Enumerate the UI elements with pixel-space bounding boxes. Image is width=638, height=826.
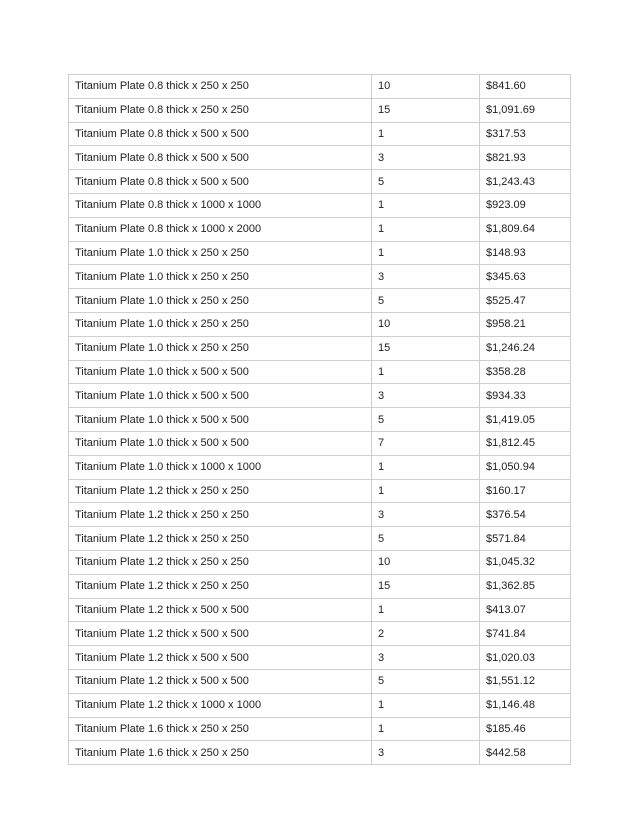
product-description-cell: Titanium Plate 1.2 thick x 250 x 250 bbox=[69, 527, 372, 551]
price-cell: $934.33 bbox=[480, 384, 571, 408]
product-description-cell: Titanium Plate 0.8 thick x 250 x 250 bbox=[69, 75, 372, 99]
table-row bbox=[69, 312, 571, 336]
product-description-cell: Titanium Plate 1.2 thick x 250 x 250 bbox=[69, 503, 372, 527]
table-row bbox=[69, 75, 571, 99]
product-description-cell: Titanium Plate 0.8 thick x 500 x 500 bbox=[69, 122, 372, 146]
price-cell: $1,809.64 bbox=[480, 217, 571, 241]
table-row bbox=[69, 170, 571, 194]
table-row bbox=[69, 717, 571, 741]
product-description-cell: Titanium Plate 1.0 thick x 250 x 250 bbox=[69, 241, 372, 265]
product-description-cell: Titanium Plate 1.2 thick x 500 x 500 bbox=[69, 598, 372, 622]
price-cell: $1,050.94 bbox=[480, 455, 571, 479]
quantity-cell: 10 bbox=[372, 75, 480, 99]
price-cell: $185.46 bbox=[480, 717, 571, 741]
product-description-cell: Titanium Plate 0.8 thick x 500 x 500 bbox=[69, 146, 372, 170]
product-description-cell: Titanium Plate 0.8 thick x 250 x 250 bbox=[69, 98, 372, 122]
quantity-cell: 5 bbox=[372, 669, 480, 693]
product-description-cell: Titanium Plate 1.0 thick x 250 x 250 bbox=[69, 336, 372, 360]
quantity-cell: 5 bbox=[372, 289, 480, 313]
table-row bbox=[69, 360, 571, 384]
product-description-cell: Titanium Plate 1.2 thick x 250 x 250 bbox=[69, 479, 372, 503]
product-description-cell: Titanium Plate 1.6 thick x 250 x 250 bbox=[69, 741, 372, 765]
table-row bbox=[69, 527, 571, 551]
table-row bbox=[69, 503, 571, 527]
price-cell: $160.17 bbox=[480, 479, 571, 503]
price-table-body bbox=[69, 75, 571, 765]
table-row bbox=[69, 598, 571, 622]
table-row bbox=[69, 408, 571, 432]
price-cell: $571.84 bbox=[480, 527, 571, 551]
quantity-cell: 3 bbox=[372, 146, 480, 170]
price-cell: $923.09 bbox=[480, 193, 571, 217]
product-description-cell: Titanium Plate 1.2 thick x 500 x 500 bbox=[69, 646, 372, 670]
table-row bbox=[69, 122, 571, 146]
quantity-cell: 10 bbox=[372, 550, 480, 574]
product-description-cell: Titanium Plate 1.0 thick x 500 x 500 bbox=[69, 360, 372, 384]
table-row bbox=[69, 455, 571, 479]
table-row bbox=[69, 550, 571, 574]
quantity-cell: 1 bbox=[372, 717, 480, 741]
quantity-cell: 1 bbox=[372, 360, 480, 384]
product-description-cell: Titanium Plate 1.0 thick x 500 x 500 bbox=[69, 384, 372, 408]
quantity-cell: 1 bbox=[372, 241, 480, 265]
product-description-cell: Titanium Plate 1.0 thick x 250 x 250 bbox=[69, 265, 372, 289]
product-description-cell: Titanium Plate 1.2 thick x 250 x 250 bbox=[69, 574, 372, 598]
product-description-cell: Titanium Plate 1.2 thick x 500 x 500 bbox=[69, 622, 372, 646]
quantity-cell: 1 bbox=[372, 455, 480, 479]
table-row bbox=[69, 574, 571, 598]
price-cell: $1,146.48 bbox=[480, 693, 571, 717]
table-row bbox=[69, 193, 571, 217]
table-row bbox=[69, 669, 571, 693]
price-cell: $741.84 bbox=[480, 622, 571, 646]
product-description-cell: Titanium Plate 1.6 thick x 250 x 250 bbox=[69, 717, 372, 741]
price-cell: $1,091.69 bbox=[480, 98, 571, 122]
quantity-cell: 15 bbox=[372, 336, 480, 360]
table-row bbox=[69, 98, 571, 122]
product-description-cell: Titanium Plate 1.2 thick x 1000 x 1000 bbox=[69, 693, 372, 717]
table-row bbox=[69, 241, 571, 265]
quantity-cell: 2 bbox=[372, 622, 480, 646]
quantity-cell: 3 bbox=[372, 265, 480, 289]
product-description-cell: Titanium Plate 1.2 thick x 500 x 500 bbox=[69, 669, 372, 693]
product-description-cell: Titanium Plate 0.8 thick x 1000 x 1000 bbox=[69, 193, 372, 217]
price-table bbox=[68, 74, 571, 765]
quantity-cell: 3 bbox=[372, 646, 480, 670]
quantity-cell: 1 bbox=[372, 122, 480, 146]
table-row bbox=[69, 265, 571, 289]
product-description-cell: Titanium Plate 1.0 thick x 500 x 500 bbox=[69, 431, 372, 455]
price-cell: $1,246.24 bbox=[480, 336, 571, 360]
product-description-cell: Titanium Plate 1.0 thick x 1000 x 1000 bbox=[69, 455, 372, 479]
price-cell: $317.53 bbox=[480, 122, 571, 146]
price-cell: $525.47 bbox=[480, 289, 571, 313]
price-cell: $841.60 bbox=[480, 75, 571, 99]
table-row bbox=[69, 289, 571, 313]
quantity-cell: 1 bbox=[372, 479, 480, 503]
price-cell: $345.63 bbox=[480, 265, 571, 289]
table-row bbox=[69, 384, 571, 408]
price-cell: $1,551.12 bbox=[480, 669, 571, 693]
product-description-cell: Titanium Plate 0.8 thick x 1000 x 2000 bbox=[69, 217, 372, 241]
table-row bbox=[69, 741, 571, 765]
price-cell: $148.93 bbox=[480, 241, 571, 265]
price-cell: $1,045.32 bbox=[480, 550, 571, 574]
price-cell: $442.58 bbox=[480, 741, 571, 765]
quantity-cell: 3 bbox=[372, 741, 480, 765]
table-row bbox=[69, 431, 571, 455]
product-description-cell: Titanium Plate 0.8 thick x 500 x 500 bbox=[69, 170, 372, 194]
product-description-cell: Titanium Plate 1.0 thick x 250 x 250 bbox=[69, 312, 372, 336]
price-cell: $1,812.45 bbox=[480, 431, 571, 455]
quantity-cell: 1 bbox=[372, 598, 480, 622]
table-row bbox=[69, 646, 571, 670]
quantity-cell: 1 bbox=[372, 217, 480, 241]
quantity-cell: 15 bbox=[372, 574, 480, 598]
price-cell: $1,020.03 bbox=[480, 646, 571, 670]
table-row bbox=[69, 693, 571, 717]
quantity-cell: 15 bbox=[372, 98, 480, 122]
quantity-cell: 5 bbox=[372, 408, 480, 432]
quantity-cell: 7 bbox=[372, 431, 480, 455]
price-cell: $358.28 bbox=[480, 360, 571, 384]
price-cell: $1,362.85 bbox=[480, 574, 571, 598]
table-row bbox=[69, 146, 571, 170]
quantity-cell: 5 bbox=[372, 527, 480, 551]
product-description-cell: Titanium Plate 1.2 thick x 250 x 250 bbox=[69, 550, 372, 574]
price-cell: $821.93 bbox=[480, 146, 571, 170]
quantity-cell: 5 bbox=[372, 170, 480, 194]
table-row bbox=[69, 336, 571, 360]
product-description-cell: Titanium Plate 1.0 thick x 250 x 250 bbox=[69, 289, 372, 313]
quantity-cell: 3 bbox=[372, 384, 480, 408]
table-row bbox=[69, 217, 571, 241]
price-cell: $413.07 bbox=[480, 598, 571, 622]
quantity-cell: 1 bbox=[372, 693, 480, 717]
quantity-cell: 3 bbox=[372, 503, 480, 527]
quantity-cell: 1 bbox=[372, 193, 480, 217]
price-cell: $1,419.05 bbox=[480, 408, 571, 432]
quantity-cell: 10 bbox=[372, 312, 480, 336]
price-cell: $958.21 bbox=[480, 312, 571, 336]
price-cell: $1,243.43 bbox=[480, 170, 571, 194]
product-description-cell: Titanium Plate 1.0 thick x 500 x 500 bbox=[69, 408, 372, 432]
price-cell: $376.54 bbox=[480, 503, 571, 527]
table-row bbox=[69, 479, 571, 503]
table-row bbox=[69, 622, 571, 646]
